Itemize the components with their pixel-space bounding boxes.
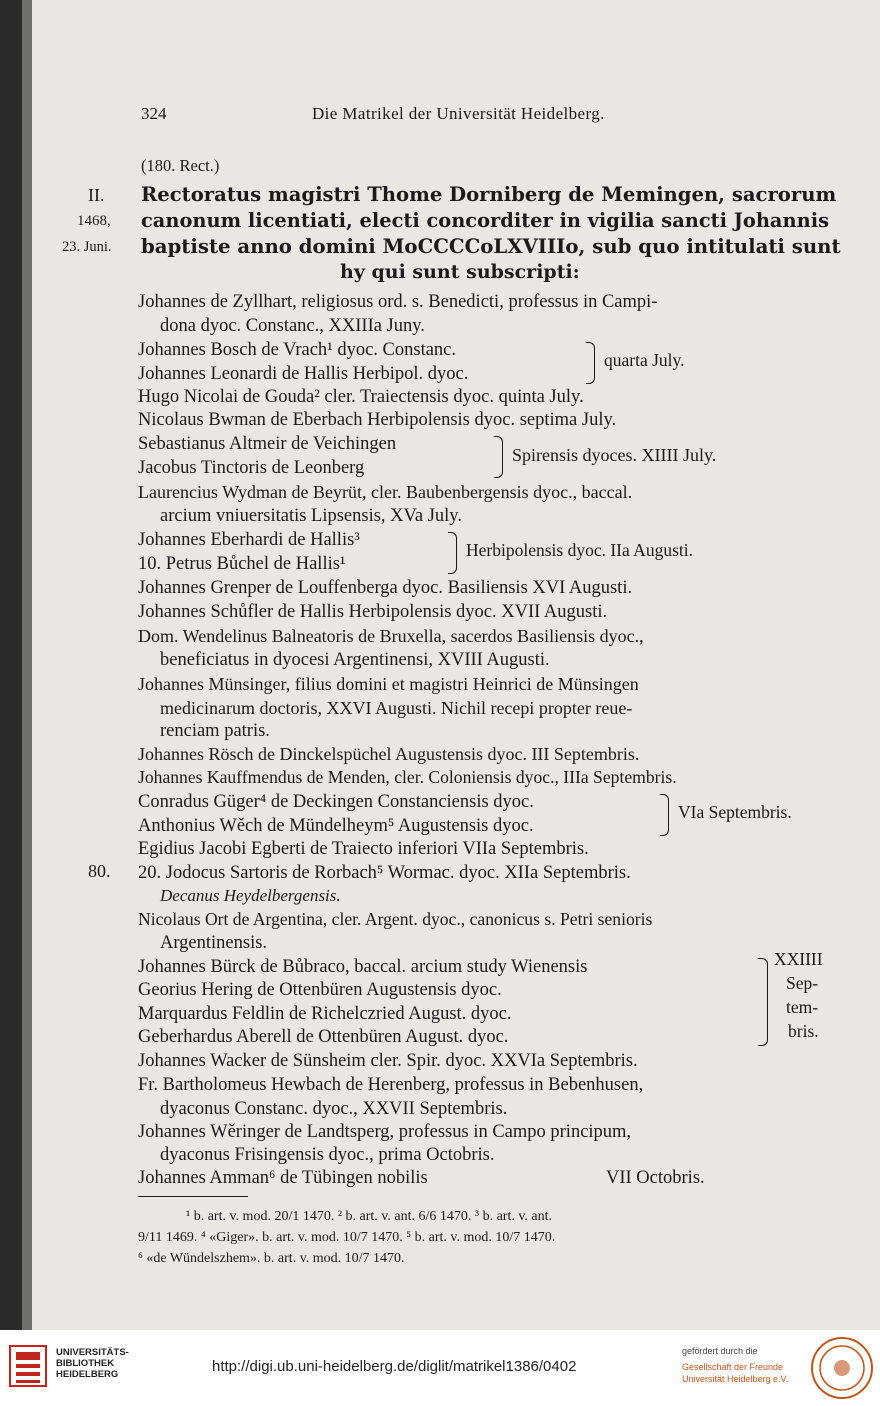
entry-line: Nicolaus Ort de Argentina, cler. Argent. dyoc., canonicus s. Petri senioris <box>138 909 653 929</box>
brace-label: Sep- <box>786 973 819 993</box>
margin-date: 23. Juni. <box>62 239 112 255</box>
entry-line: Argentinensis. <box>160 933 268 953</box>
viewer-footer <box>0 1330 880 1406</box>
running-title: Die Matrikel der Universität Heidelberg. <box>312 104 605 123</box>
entry-line: Nicolaus Bwman de Eberbach Herbipolensis dyoc. septima July. <box>138 410 617 430</box>
entry-line: Johannes de Zyllhart, religiosus ord. s. Benedicti, professus in Campi- <box>138 292 658 312</box>
entry-line: 10. Petrus Bůchel de Hallis¹ <box>138 554 346 574</box>
entry-line: Laurencius Wydman de Beyrüt, cler. Baubenbergensis dyoc., baccal. <box>138 482 633 502</box>
entry-line: renciam patris. <box>160 721 270 741</box>
brace-label: Herbipolensis dyoc. IIa Augusti. <box>466 540 693 560</box>
entry-line: Johannes Eberhardi de Hallis³ <box>138 530 360 550</box>
grouping-brace <box>586 342 595 384</box>
brace-label: bris. <box>788 1021 819 1041</box>
entry-line: Dom. Wendelinus Balneatoris de Bruxella, sacerdos Basiliensis dyoc., <box>138 626 644 646</box>
library-name-line: UNIVERSITÄTS- <box>56 1347 129 1358</box>
entry-line: Johannes Münsinger, filius domini et magistri Heinrici de Münsingen <box>138 674 639 694</box>
entry-line: Egidius Jacobi Egberti de Traiecto inferiori VIIa Septembris. <box>138 839 589 859</box>
grouping-brace <box>660 794 669 836</box>
entry-line: Johannes Grenper de Louffenberga dyoc. Basiliensis XVI Augusti. <box>138 578 633 598</box>
margin-roman-numeral: II. <box>88 185 105 205</box>
entry-line: Conradus Güger⁴ de Deckingen Constanciensis dyoc. <box>138 792 534 812</box>
page-url-link[interactable]: http://digi.ub.uni-heidelberg.de/diglit/matrikel1386/0402 <box>212 1358 577 1375</box>
page-number: 324 <box>141 104 167 123</box>
entry-line: Geberhardus Aberell de Ottenbüren August. dyoc. <box>138 1027 509 1047</box>
entry-line: medicinarum doctoris, XXVI Augusti. Nichil recepi propter reue- <box>160 698 633 718</box>
brace-label: XXIIII <box>774 949 823 969</box>
entry-line: VII Octobris. <box>606 1168 705 1188</box>
entry-line: arcium vniuersitatis Lipsensis, XVa July. <box>160 506 462 526</box>
heading-line: baptiste anno domini MoCCCCoLXVIIIo, sub quo intitulati sunt <box>141 235 841 258</box>
library-name <box>56 1348 129 1381</box>
entry-line: Johannes Rösch de Dinckelspüchel Augustensis dyoc. III Septembris. <box>138 744 640 764</box>
entry-line: dyaconus Frisingensis dyoc., prima Octobris. <box>160 1145 495 1165</box>
entry-line: Sebastianus Altmeir de Veichingen <box>138 434 397 454</box>
entry-line: Johannes Wacker de Sünsheim cler. Spir. dyoc. XXVIa Septembris. <box>138 1051 638 1071</box>
entry-line: Johannes Leonardi de Hallis Herbipol. dyoc. <box>138 364 469 384</box>
grouping-brace <box>494 436 503 478</box>
brace-label: tem- <box>786 997 819 1017</box>
library-name-line: HEIDELBERG <box>56 1368 119 1380</box>
entry-line: beneficiatus in dyocesi Argentinensi, XVIII Augusti. <box>160 650 550 670</box>
entry-line: Johannes Kauffmendus de Menden, cler. Coloniensis dyoc., IIIa Septembris. <box>138 767 677 787</box>
library-name-line: BIBLIOTHEK <box>56 1357 115 1369</box>
entry-line: Johannes Bosch de Vrach¹ dyoc. Constanc. <box>138 340 457 360</box>
footnote-line: ⁶ «de Wündelszhem». b. art. v. mod. 10/7 1470. <box>138 1251 405 1266</box>
entry-line: Johannes Amman⁶ de Tübingen nobilis <box>138 1168 428 1188</box>
entry-line: Marquardus Feldlin de Richelczried August. dyoc. <box>138 1004 512 1024</box>
entry-line: 20. Jodocus Sartoris de Rorbach⁵ Wormac. dyoc. XIIa Septembris. <box>138 863 631 883</box>
entry-line: Johannes Schůfler de Hallis Herbipolensis dyoc. XVII Augusti. <box>138 602 608 622</box>
sponsor-name-line: Universität Heidelberg e.V. <box>682 1374 789 1384</box>
society-seal-icon <box>810 1336 874 1400</box>
entry-line: Johannes Bürck de Bůbraco, baccal. arcium study Wienensis <box>138 957 588 977</box>
grouping-brace <box>448 532 457 574</box>
university-library-logo-icon <box>8 1342 48 1390</box>
entry-line: Decanus Heydelbergensis. <box>160 886 341 905</box>
entry-line: Jacobus Tinctoris de Leonberg <box>138 458 365 478</box>
heading-line: Rectoratus magistri Thome Dorniberg de Memingen, sacrorum <box>141 183 837 206</box>
footnote-line: 9/11 1469. ⁴ «Giger». b. art. v. mod. 10/7 1470. ⁵ b. art. v. mod. 10/7 1470. <box>138 1230 556 1245</box>
entry-line: Hugo Nicolai de Gouda² cler. Traiectensis dyoc. quinta July. <box>138 387 584 407</box>
brace-label: quarta July. <box>604 350 685 370</box>
brace-label: VIa Septembris. <box>678 802 792 822</box>
entry-line: Anthonius Wěch de Mündelheym⁵ Augustensis dyoc. <box>138 816 534 836</box>
entry-line: Johannes Wěringer de Landtsperg, professus in Campo principum, <box>138 1122 632 1142</box>
heading-line: canonum licentiati, electi concorditer in vigilia sancti Johannis <box>141 209 829 232</box>
rect-note: (180. Rect.) <box>141 156 220 175</box>
margin-year: 1468, <box>77 213 111 229</box>
entry-line: dona dyoc. Constanc., XXIIIa Juny. <box>160 316 425 336</box>
entry-line: Georius Hering de Ottenbüren Augustensis dyoc. <box>138 980 502 1000</box>
footnote-line: ¹ b. art. v. mod. 20/1 1470. ² b. art. v. ant. 6/6 1470. ³ b. art. v. ant. <box>186 1209 553 1224</box>
book-spine-edge <box>22 0 32 1330</box>
grouping-brace <box>758 958 768 1046</box>
sponsor-name-line: Gesellschaft der Freunde <box>682 1362 784 1372</box>
sponsor-label: gefördert durch die <box>682 1346 758 1356</box>
entry-line: dyaconus Constanc. dyoc., XXVII Septembris. <box>160 1099 508 1119</box>
footnote-rule <box>138 1196 248 1197</box>
heading-line: hy qui sunt subscripti: <box>340 261 580 283</box>
brace-label: Spirensis dyoces. XIIII July. <box>512 445 717 465</box>
margin-number-80: 80. <box>88 861 111 881</box>
entry-line: Fr. Bartholomeus Hewbach de Herenberg, professus in Bebenhusen, <box>138 1075 644 1095</box>
